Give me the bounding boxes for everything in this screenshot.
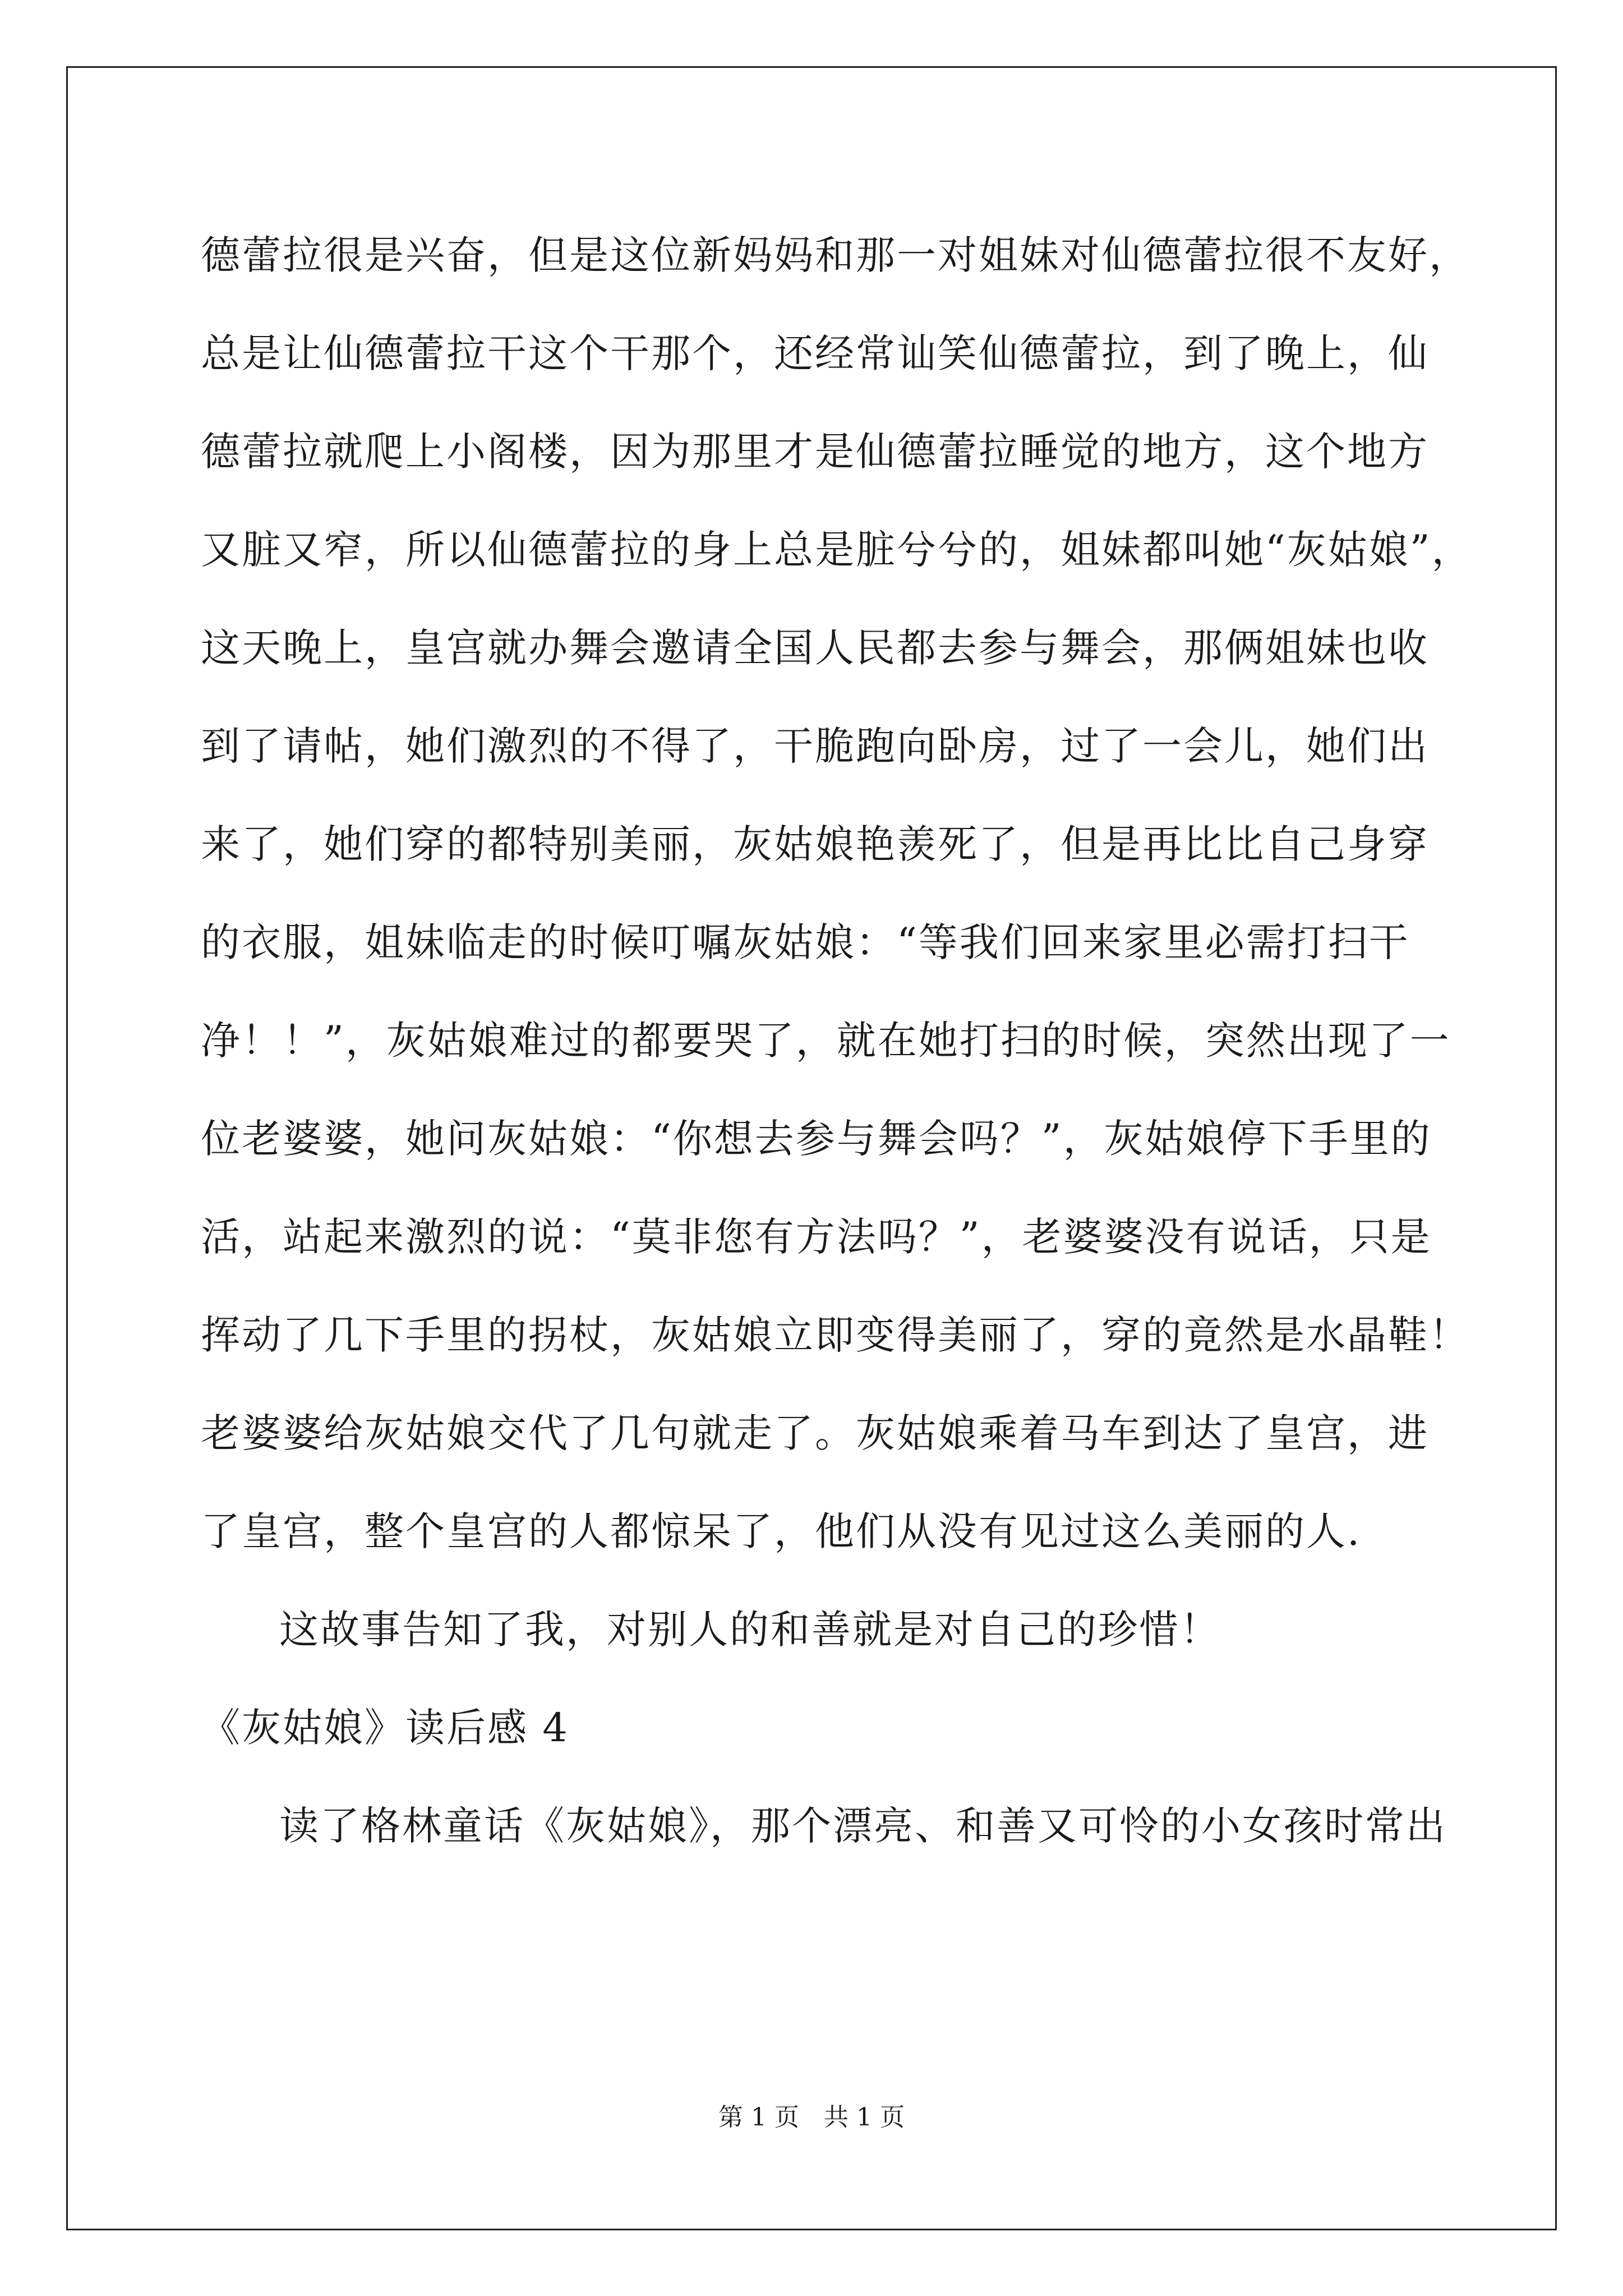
next-paragraph-start: 读了格林童话《灰姑娘》，那个漂亮、和善又可怜的小女孩时常出 bbox=[279, 1803, 1447, 1849]
body-line: 挥动了几下手里的拐杖，灰姑娘立即变得美丽了，穿的竟然是水晶鞋！ bbox=[201, 1312, 1470, 1358]
body-line: 德蕾拉就爬上小阁楼，因为那里才是仙德蕾拉睡觉的地方，这个地方 bbox=[201, 429, 1429, 475]
body-line: 位老婆婆，她问灰姑娘：“你想去参与舞会吗？”，灰姑娘停下手里的 bbox=[201, 1116, 1432, 1162]
body-line: 到了请帖，她们激烈的不得了，干脆跑向卧房，过了一会儿，她们出 bbox=[201, 723, 1429, 769]
body-line: 了皇宫，整个皇宫的人都惊呆了，他们从没有见过这么美丽的人. bbox=[201, 1508, 1362, 1554]
body-line: 总是让仙德蕾拉干这个干那个，还经常讪笑仙德蕾拉，到了晚上，仙 bbox=[201, 330, 1429, 376]
body-line: 净！！”，灰姑娘难过的都要哭了，就在她打扫的时候，突然出现了一 bbox=[201, 1018, 1451, 1064]
body-line: 来了，她们穿的都特别美丽，灰姑娘艳羡死了，但是再比比自己身穿 bbox=[201, 821, 1429, 867]
page-footer: 第 1 页 共 1 页 bbox=[718, 2103, 905, 2132]
body-line: 这天晚上，皇宫就办舞会邀请全国人民都去参与舞会，那俩姐妹也收 bbox=[201, 625, 1429, 671]
body-line: 的衣服，姐妹临走的时候叮嘱灰姑娘：“等我们回来家里必需打扫干 bbox=[201, 919, 1410, 965]
body-line: 老婆婆给灰姑娘交代了几句就走了。灰姑娘乘着马车到达了皇宫，进 bbox=[201, 1410, 1429, 1456]
body-line: 活，站起来激烈的说：“莫非您有方法吗？”，老婆婆没有说话，只是 bbox=[201, 1214, 1432, 1260]
closing-paragraph: 这故事告知了我，对别人的和善就是对自己的珍惜！ bbox=[279, 1607, 1221, 1653]
section-heading: 《灰姑娘》读后感 4 bbox=[201, 1705, 569, 1751]
body-line: 又脏又窄，所以仙德蕾拉的身上总是脏兮兮的，姐妹都叫她“灰姑娘”， bbox=[201, 527, 1473, 573]
body-line: 德蕾拉很是兴奋，但是这位新妈妈和那一对姐妹对仙德蕾拉很不友好， bbox=[201, 232, 1470, 278]
